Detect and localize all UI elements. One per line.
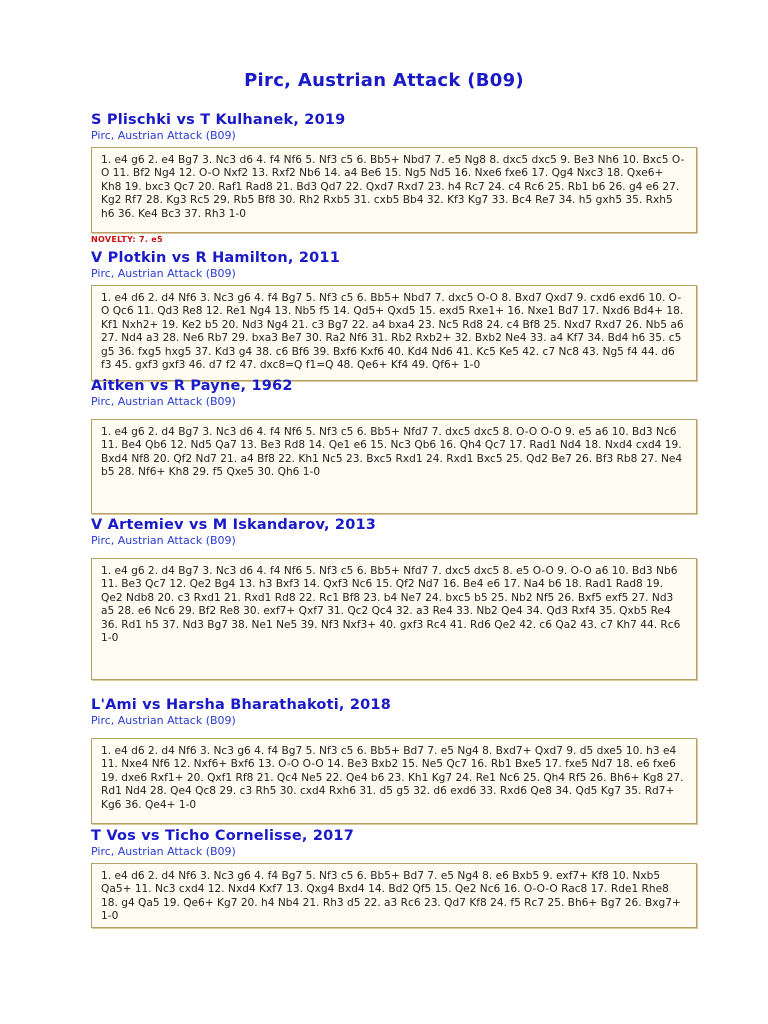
game-entry [91, 696, 697, 824]
game-opening[interactable]: Pirc, Austrian Attack (B09) [91, 845, 236, 858]
game-moves: 1. e4 d6 2. d4 Nf6 3. Nc3 g6 4. f4 Bg7 5. Nf3 c5 6. Bb5+ Nbd7 7. dxc5 O-O 8. Bxd7 Qxd7 9. cxd6 exd6 10. O-O Qc6 11. Qd3 Re8 12. Re1 Ng4 13. Nb5 f5 14. Qd5+ Qxd5 15. exd5 Rxe1+ 16. Nxe1 Bd7 17. Nxd6 Bd4+ 18. Kf1 Nxh2+ 19. Ke2 b5 20. Nd3 Ng4 21. c3 Bg7 22. a4 bxa4 23. Nc5 Rd8 24. c4 Bf8 25. Nxd7 Rxd7 26. Nb5 a6 27. Nd4 a3 28. Ne6 Rb7 29. bxa3 Be7 30. Ra2 Nf6 31. Rb2 Rxb2+ 32. Bxb2 Ne4 33. a4 Kf7 34. Bd4 h6 35. c5 g5 36. fxg5 hxg5 37. Kd3 g4 38. c6 Bf6 39. Bxf6 Kxf6 40. Kd4 Nd6 41. Kc5 Ke5 42. c7 Nc8 43. Ng5 f4 44. d6 f3 45. gxf3 gxf3 46. d7 f2 47. dxc8=Q f1=Q 48. Qe6+ Kf4 49. Qf6+ 1-0 [91, 285, 697, 381]
game-title[interactable]: T Vos vs Ticho Cornelisse, 2017 [91, 828, 354, 844]
game-opening[interactable]: Pirc, Austrian Attack (B09) [91, 267, 236, 280]
game-opening[interactable]: Pirc, Austrian Attack (B09) [91, 395, 236, 408]
game-moves: 1. e4 g6 2. e4 Bg7 3. Nc3 d6 4. f4 Nf6 5. Nf3 c5 6. Bb5+ Nbd7 7. e5 Ng8 8. dxc5 dxc5 9. Be3 Nh6 10. Bxc5 O-O 11. Bf2 Ng4 12. O-O Nxf2 13. Rxf2 Nb6 14. a4 Be6 15. Ng5 Nd5 16. Nxe6 fxe6 17. Qg4 Nxc3 18. Qxe6+ Kh8 19. bxc3 Qc7 20. Raf1 Rad8 21. Bd3 Qd7 22. Qxd7 Rxd7 23. h4 Rc7 24. c4 Rc6 25. Rb1 b6 26. g4 e6 27. Kg2 Rf7 28. Kg3 Rc5 29. Rb5 Bf8 30. Rh2 Rxb5 31. cxb5 Bb4 32. Kf3 Kg7 33. Bc4 Re7 34. h5 gxh5 35. Rxh5 h6 36. Ke4 Bc3 37. Rh3 1-0 [91, 147, 697, 233]
game-title[interactable]: V Artemiev vs M Iskandarov, 2013 [91, 517, 377, 533]
game-title[interactable]: S Plischki vs T Kulhanek, 2019 [91, 112, 346, 128]
game-entry [91, 111, 697, 244]
game-entry [91, 827, 697, 928]
game-moves: 1. e4 d6 2. d4 Nf6 3. Nc3 g6 4. f4 Bg7 5. Nf3 c5 6. Bb5+ Bd7 7. e5 Ng4 8. Bxd7+ Qxd7 9. d5 dxe5 10. h3 e4 11. Nxe4 Nf6 12. Nxf6+ Bxf6 13. O-O O-O 14. Be3 Bxb2 15. Ne5 Qc7 16. Rb1 Bxe5 17. fxe5 Nd7 18. e6 fxe6 19. dxe6 Rxf1+ 20. Qxf1 Rf8 21. Qc4 Ne5 22. Qe4 b6 23. Kh1 Kg7 24. Re1 Nc6 25. Qh4 Rf5 26. Bh6+ Kg8 27. Rd1 Nd4 28. Qe4 Qc8 29. c3 Rh5 30. cxd4 Rxh6 31. d5 g5 32. d6 exd6 33. Rxd6 Qe8 34. Qd5 Kg7 35. Rd7+ Kg6 36. Qe4+ 1-0 [91, 738, 697, 824]
game-title[interactable]: V Plotkin vs R Hamilton, 2011 [91, 250, 340, 266]
game-title[interactable]: L'Ami vs Harsha Bharathakoti, 2018 [91, 697, 391, 713]
game-opening[interactable]: Pirc, Austrian Attack (B09) [91, 714, 236, 727]
game-entry [91, 516, 697, 680]
game-title[interactable]: Aitken vs R Payne, 1962 [91, 378, 293, 394]
game-entry [91, 249, 697, 381]
page-title: Pirc, Austrian Attack (B09) [244, 70, 524, 91]
game-moves: 1. e4 d6 2. d4 Nf6 3. Nc3 g6 4. f4 Bg7 5. Nf3 c5 6. Bb5+ Bd7 7. e5 Ng4 8. e6 Bxb5 9. exf7+ Kf8 10. Nxb5 Qa5+ 11. Nc3 cxd4 12. Nxd4 Kxf7 13. Qxg4 Bxd4 14. Bd2 Qf5 15. Qe2 Nc6 16. O-O-O Rac8 17. Rde1 Rhe8 18. g4 Qa5 19. Qe6+ Kg7 20. h4 Nb4 21. Rh3 d5 22. a3 Rc6 23. Qd7 Kf8 24. f5 Rc7 25. Bh6+ Bg7 26. Bxg7+ 1-0 [91, 863, 697, 928]
game-opening[interactable]: Pirc, Austrian Attack (B09) [91, 129, 236, 142]
novelty-label: NOVELTY: 7. e5 [91, 235, 163, 244]
game-opening[interactable]: Pirc, Austrian Attack (B09) [91, 534, 236, 547]
game-entry [91, 377, 697, 514]
game-moves: 1. e4 g6 2. d4 Bg7 3. Nc3 d6 4. f4 Nf6 5. Nf3 c5 6. Bb5+ Nfd7 7. dxc5 dxc5 8. O-O O-O 9. e5 a6 10. Bd3 Nc6 11. Be4 Qb6 12. Nd5 Qa7 13. Be3 Rd8 14. Qe1 e6 15. Nc3 Qb6 16. Qh4 Qc7 17. Rad1 Nd4 18. Nxd4 cxd4 19. Bxd4 Nf8 20. Qf2 Nd7 21. a4 Bf8 22. Kh1 Nc5 23. Bxc5 Rxd1 24. Rxd1 Bxc5 25. Qd2 Be7 26. Bf3 Rb8 27. Ne4 b5 28. Nf6+ Kh8 29. f5 Qxe5 30. Qh6 1-0 [91, 419, 697, 514]
game-moves: 1. e4 g6 2. d4 Bg7 3. Nc3 d6 4. f4 Nf6 5. Nf3 c5 6. Bb5+ Nfd7 7. dxc5 dxc5 8. e5 O-O 9. O-O a6 10. Bd3 Nb6 11. Be3 Qc7 12. Qe2 Bg4 13. h3 Bxf3 14. Qxf3 Nc6 15. Qf2 Nd7 16. Be4 e6 17. Na4 b6 18. Rad1 Rad8 19. Qe2 Ndb8 20. c3 Rxd1 21. Rxd1 Rd8 22. Rc1 Bf8 23. b4 Ne7 24. bxc5 b5 25. Nb2 Nf5 26. Bxf5 exf5 27. Nd3 a5 28. e6 Nc6 29. Bf2 Re8 30. exf7+ Qxf7 31. Qc2 Qc4 32. a3 Re4 33. Nb2 Qe4 34. Qd3 Rxf4 35. Qxb5 Re4 36. Rd1 h5 37. Nd3 Bg7 38. Ne1 Ne5 39. Nf3 Nxf3+ 40. gxf3 Rc4 41. Rd6 Qe2 42. c6 Qa2 43. c7 Kh7 44. Rc6 1-0 [91, 558, 697, 680]
